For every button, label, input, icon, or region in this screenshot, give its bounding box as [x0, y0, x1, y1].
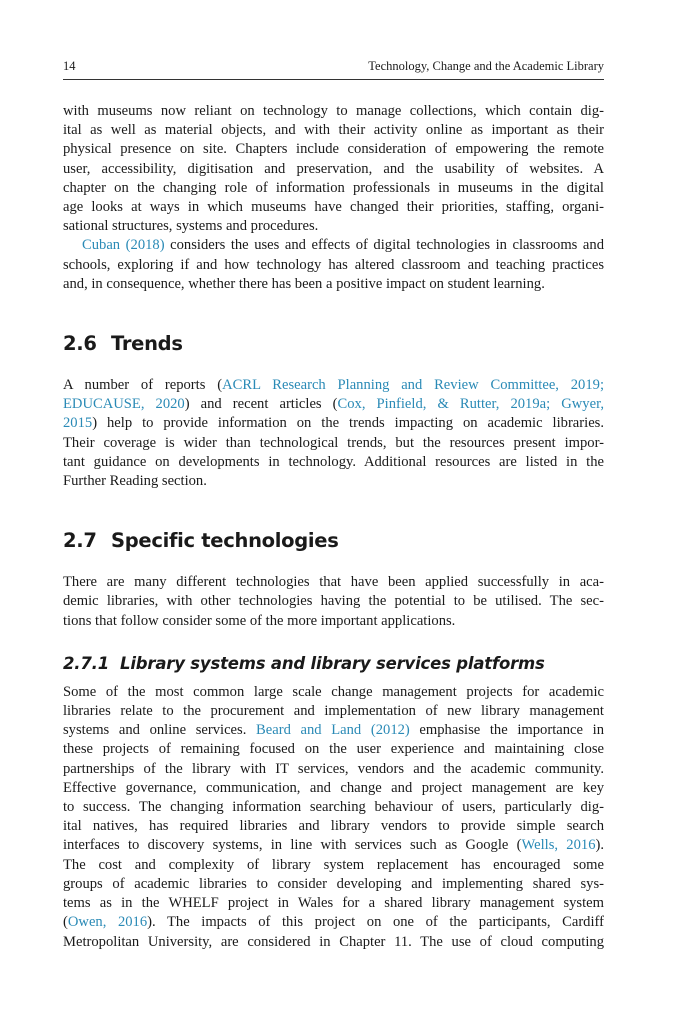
section-heading-2-6: [63, 332, 604, 356]
text-line: Their coverage is wider than technological trends, but the resources present impor-: [63, 434, 604, 451]
citation-link[interactable]: Wells, 2016: [521, 837, 596, 854]
text-line: [63, 836, 604, 855]
text-line: age looks at ways in which museums have changed their priorities, staffing, organi-: [63, 199, 604, 216]
citation-link[interactable]: Cox, Pinfield, & Rutter, 2019a; Gwyer,: [337, 396, 604, 413]
section-title: Specific technologies: [111, 529, 339, 553]
library-systems-paragraph: [63, 683, 604, 952]
specific-technologies-paragraph: [63, 573, 604, 631]
text-line: libraries relate to the procurement and implementation of new library management: [63, 703, 604, 720]
text-line: Metropolitan University, are considered in Chapter 11. The use of cloud computing: [63, 933, 604, 950]
running-title: Technology, Change and the Academic Library: [368, 59, 604, 73]
text-fragment: A number of reports (: [63, 377, 223, 394]
text-line: and, in consequence, whether there has been a positive impact on student learning.: [63, 275, 545, 292]
section-heading-2-7: [63, 529, 604, 553]
text-line: tant guidance on developments in technology. Additional resources are listed in the: [63, 453, 604, 470]
text-line: Further Reading section.: [63, 473, 207, 490]
text-line: ital natives, has required libraries and library vendors to provide simple search: [63, 818, 604, 835]
text-line: sational structures, systems and procedures.: [63, 218, 319, 235]
text-line: chapter on the changing role of information professionals in museums in the digital: [63, 179, 604, 196]
text-line: [63, 721, 604, 740]
text-line: Effective governance, communication, and change and project management are key: [63, 779, 604, 796]
text-line: these projects of remaining focused on the user experience and maintaining close: [63, 741, 604, 758]
text-line: tems as in the WHELF project in Wales for a shared library management system: [63, 895, 604, 912]
text-line: [63, 236, 604, 255]
text-line: [63, 414, 604, 433]
text-fragment: emphasise the importance in: [409, 722, 604, 739]
running-head: [63, 58, 604, 80]
citation-link[interactable]: Cuban (2018): [82, 237, 165, 254]
text-fragment: ).: [595, 837, 605, 854]
text-fragment: (: [63, 914, 68, 931]
text-fragment: interfaces to discovery systems, in line with services such as Google (: [63, 837, 522, 854]
text-line: demic libraries, with other technologies having the potential to be utilised. The sec-: [63, 593, 604, 610]
text-line: [63, 395, 604, 414]
text-fragment: systems and online services.: [63, 722, 257, 739]
intro-paragraph-1: [63, 102, 604, 236]
text-line: physical presence on site. Chapters include consideration of empowering the remote: [63, 141, 604, 158]
section-title: Trends: [111, 332, 183, 356]
text-fragment: ). The impacts of this project on one of the participants, Cardiff: [147, 914, 604, 931]
subsection-number: 2.7.1: [63, 653, 109, 673]
section-number: 2.6: [63, 332, 97, 356]
citation-link[interactable]: EDUCAUSE, 2020: [63, 396, 185, 413]
text-line: The cost and complexity of library system replacement has encouraged some: [63, 856, 604, 873]
text-fragment: ) help to provide information on the trends impacting on academic libraries.: [92, 415, 604, 432]
text-line: partnerships of the library with IT services, vendors and the academic community.: [63, 760, 604, 777]
subsection-title: Library systems and library services platforms: [120, 653, 545, 673]
text-line: [63, 376, 604, 395]
text-fragment: ) and recent articles (: [184, 396, 338, 413]
text-line: There are many different technologies that have been applied successfully in aca-: [63, 574, 604, 591]
citation-link[interactable]: Owen, 2016: [67, 914, 148, 931]
text-line: with museums now reliant on technology to manage collections, which contain dig-: [63, 103, 604, 119]
intro-paragraph-2: [63, 236, 604, 294]
text-line: tions that follow consider some of the more important applications.: [63, 612, 456, 629]
trends-paragraph: [63, 376, 604, 491]
page-number: 14: [63, 59, 76, 73]
text-line: [63, 913, 604, 932]
text-line: ital as well as material objects, and with their activity online as important as their: [63, 122, 604, 139]
text-line: Some of the most common large scale change management projects for academic: [63, 683, 604, 700]
citation-link[interactable]: Beard and Land (2012): [256, 722, 410, 739]
section-number: 2.7: [63, 529, 97, 553]
subsection-heading-2-7-1: [63, 653, 604, 674]
text-line: user, accessibility, digitisation and preservation, and the usability of websites. A: [63, 160, 604, 177]
text-line: to success. The changing information searching behaviour of users, particularly dig-: [63, 799, 604, 816]
citation-link[interactable]: 2015: [63, 415, 93, 432]
page: [63, 58, 604, 952]
citation-link[interactable]: ACRL Research Planning and Review Committee, 2019;: [222, 377, 604, 394]
text-line: schools, exploring if and how technology has altered classroom and teaching practices: [63, 256, 604, 273]
text-fragment: considers the uses and effects of digital technologies in classrooms and: [164, 237, 604, 254]
text-line: groups of academic libraries to consider developing and implementing shared sys-: [63, 875, 604, 892]
